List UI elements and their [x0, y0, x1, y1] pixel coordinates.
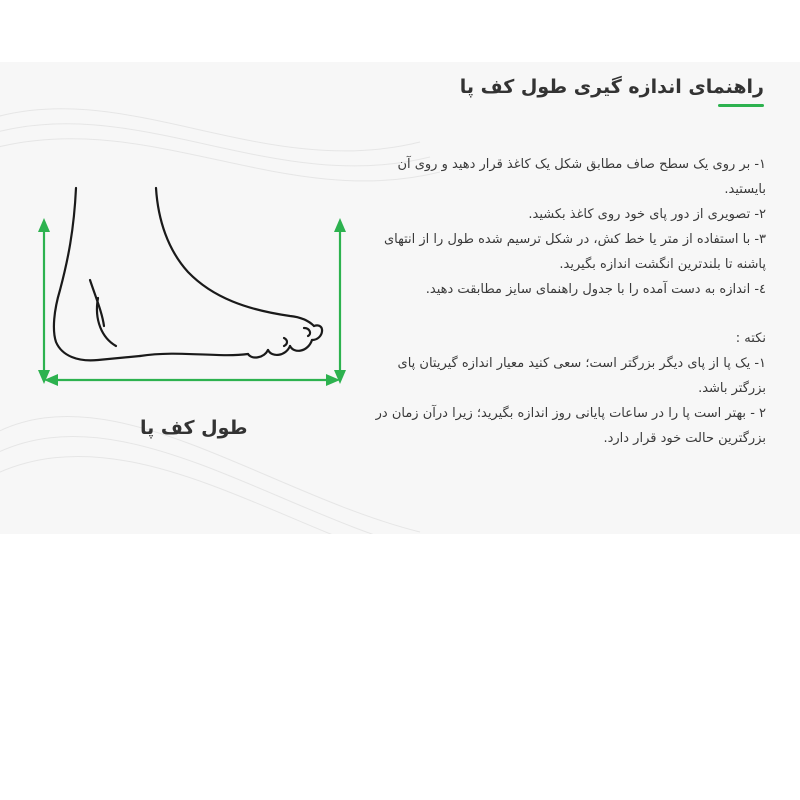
title-underline: [718, 104, 764, 107]
foot-icon: [54, 188, 322, 360]
step-item: ۳- با استفاده از متر یا خط کش، در شکل ترسیم شده طول را از انتهای پاشنه تا بلندترین انگشت اندازه بگیرید.: [383, 232, 766, 272]
guide-header: [460, 76, 764, 107]
step-item: ۲- تصویری از دور پای خود روی کاغذ بکشید.: [528, 207, 766, 222]
step-item: ۱- بر روی یک سطح صاف مطابق شکل یک کاغذ قرار دهید و روی آن بایستید.: [397, 157, 766, 197]
step-item: ٤- اندازه به دست آمده را با جدول راهنمای سایز مطابقت دهید.: [425, 282, 766, 297]
note-item: ۲ - بهتر است پا را در ساعات پایانی روز اندازه بگیرید؛ زیرا درآن زمان در بزرگترین حالت خود قرار دارد.: [375, 406, 766, 446]
foot-length-label: طول کف پا: [140, 417, 248, 439]
note-item: ۱- یک پا از پای دیگر بزرگتر است؛ سعی کنید معیار اندازه گیریتان پای بزرگتر باشد.: [397, 356, 766, 396]
page-title: راهنمای اندازه گیری طول کف پا: [459, 76, 764, 98]
foot-measurement-figure: [28, 180, 358, 392]
note-heading: نکته :: [735, 331, 766, 346]
size-guide-panel: [0, 62, 800, 534]
instructions: [366, 152, 766, 451]
